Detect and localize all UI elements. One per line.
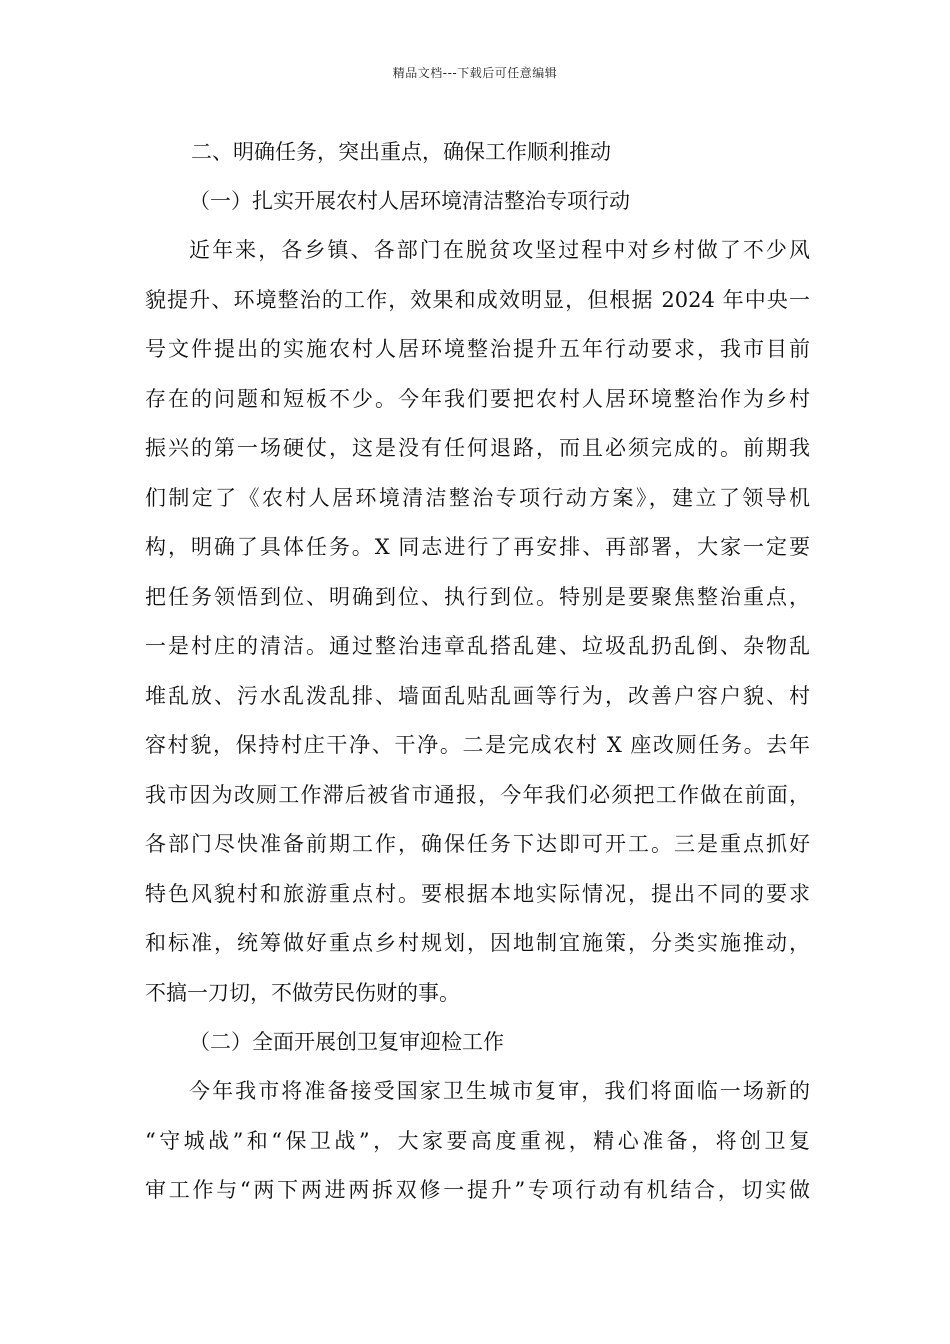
paragraph-line: 今年我市将准备接受国家卫生城市复审，我们将面临一场新的 [189, 1079, 810, 1103]
paragraph-line: 特色风貌村和旅游重点村。要根据本地实际情况，提出不同的要求 [145, 881, 810, 906]
paragraph-line: 审工作与“两下两进两拆双修一提升”专项行动有机结合，切实做 [145, 1178, 810, 1202]
paragraph-line: 各部门尽快准备前期工作，确保任务下达即可开工。三是重点抓好 [145, 832, 810, 856]
paragraph-line: 存在的问题和短板不少。今年我们要把农村人居环境整治作为乡村 [145, 386, 810, 411]
paragraph-2 [145, 1067, 810, 1216]
running-header: 精品文档---下载后可任意编辑 [392, 66, 558, 80]
paragraph-line: 我市因为改厕工作滞后被省市通报，今年我们必须把工作做在前面， [145, 782, 810, 807]
paragraph-line: 们制定了《农村人居环境清洁整治专项行动方案》，建立了领导机 [145, 485, 810, 510]
subsection-heading-2: （二）全面开展创卫复审迎检工作 [189, 1030, 504, 1054]
paragraph-line: 号文件提出的实施农村人居环境整治提升五年行动要求，我市目前 [145, 337, 810, 361]
paragraph-line: 貌提升、环境整治的工作，效果和成效明显，但根据 2024 年中央一 [145, 287, 810, 312]
paragraph-line: 和标准，统筹做好重点乡村规划，因地制宜施策，分类实施推动， [145, 931, 810, 955]
paragraph-1 [145, 226, 810, 1018]
paragraph-line: “守城战”和“保卫战”，大家要高度重视，精心准备，将创卫复 [145, 1128, 810, 1153]
paragraph-line: 近年来，各乡镇、各部门在脱贫攻坚过程中对乡村做了不少风 [189, 238, 810, 262]
paragraph-line: 堆乱放、污水乱泼乱排、墙面乱贴乱画等行为，改善户容户貌、村 [145, 683, 810, 708]
paragraph-line: 构，明确了具体任务。X 同志进行了再安排、再部署，大家一定要 [145, 535, 810, 559]
document-body [145, 128, 810, 1216]
paragraph-line: 一是村庄的清洁。通过整治违章乱搭乱建、垃圾乱扔乱倒、杂物乱 [145, 634, 810, 658]
paragraph-line: 把任务领悟到位、明确到位、执行到位。特别是要聚焦整治重点， [145, 584, 810, 609]
paragraph-line: 容村貌，保持村庄干净、干净。二是完成农村 X 座改厕任务。去年 [145, 733, 810, 757]
section-heading: 二、明确任务，突出重点，确保工作顺利推动 [191, 140, 611, 164]
paragraph-line: 不搞一刀切，不做劳民伤财的事。 [145, 980, 460, 1005]
paragraph-line: 振兴的第一场硬仗，这是没有任何退路，而且必须完成的。前期我 [145, 436, 810, 460]
subsection-heading-1: （一）扎实开展农村人居环境清洁整治专项行动 [189, 189, 630, 213]
